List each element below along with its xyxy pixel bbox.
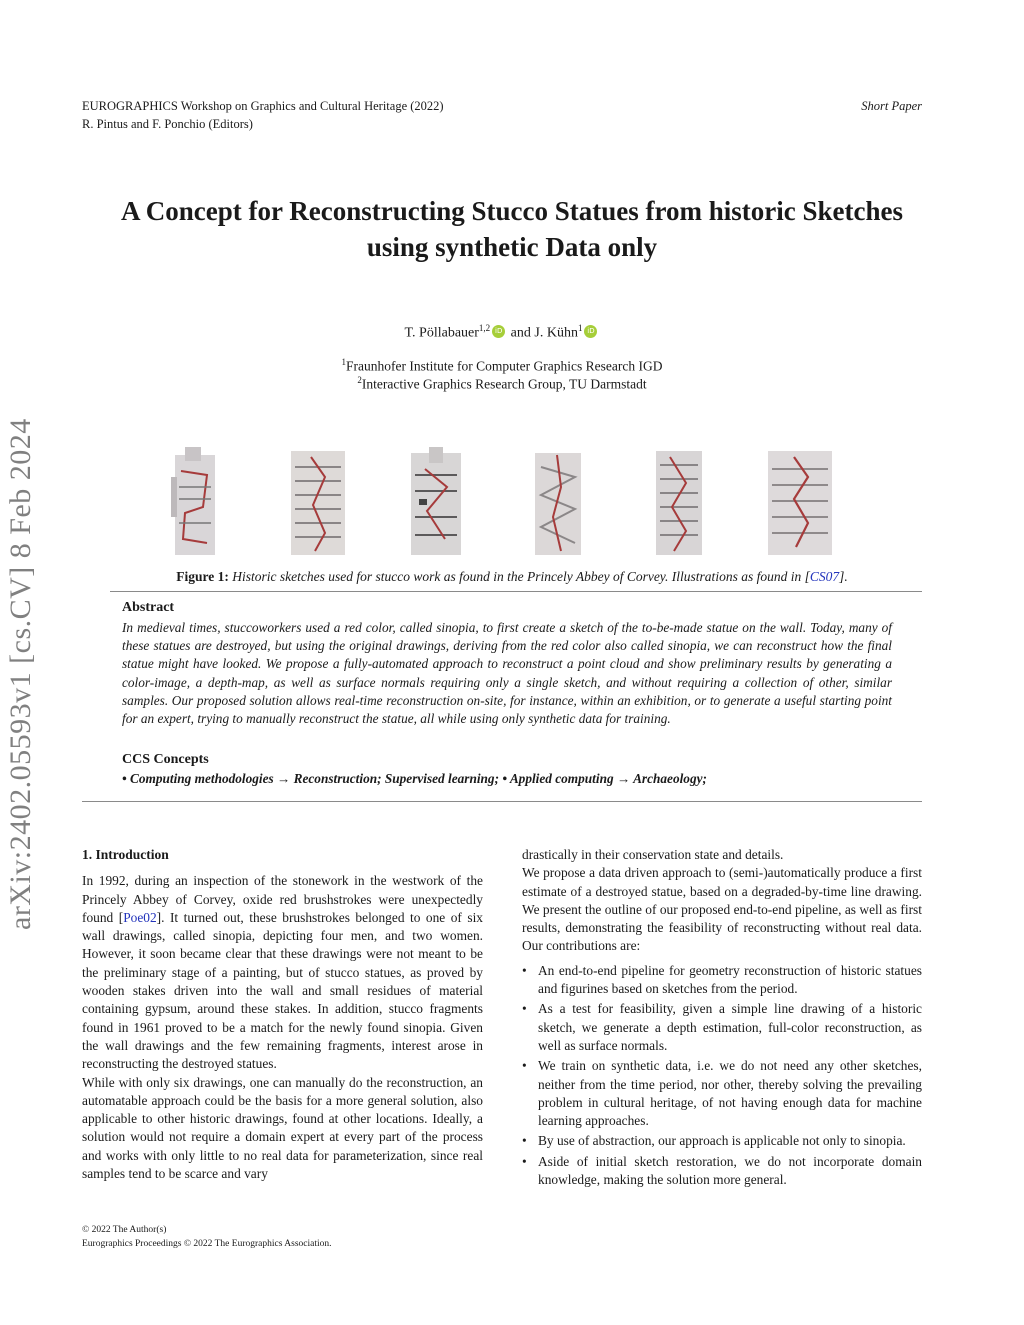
intro-paragraph-1-text-end: ]. It turned out, these brushstrokes belonged to one of six wall drawings, called sinopia, depicting four men, and two women. However, it soon became clear that these drawings were not meant to be the preliminary stage of a painting, but of stucco statues, as proved by wooden stakes driven into the wall and small residues of material containing gypsum, around these stakes. In addition, stucco fragments found in 1961 proved to be a match for the newly found sinopia. Given the wall drawings and the few remaining fragments, interest arose in reconstructing the destroyed statues. [82,909,483,1072]
right-column [522,846,922,1191]
list-item: • We train on synthetic data, i.e. we do not need any other sketches, neither from the time period, nor other, thereby solving the prevailing problem in cultural heritage, of not having enough data for machine learning approaches. [522,1057,922,1130]
list-item: • By use of abstraction, our approach is applicable not only to sinopia. [522,1132,922,1150]
figure-caption [82,568,942,586]
figure-label: Figure 1: [176,569,229,584]
title-line-2: using synthetic Data only [366,232,658,262]
author-2-affil: 1 [577,323,583,333]
list-item: • As a test for feasibility, given a simple line drawing of a historic sketch, we generate a depth estimation, full-color reconstruction, as well as surface normals. [522,1000,922,1055]
paper-title [60,193,964,265]
venue-line: EUROGRAPHICS Workshop on Graphics and Cultural Heritage (2022) [82,99,444,113]
sketch-image-3 [405,447,467,559]
list-item: • An end-to-end pipeline for geometry reconstruction of historic statues and figurines based on sketches from the period. [522,962,922,999]
citation-link[interactable]: Poe02 [123,909,157,925]
contributions-list [522,962,922,1190]
authors [0,318,1004,344]
abstract-heading: Abstract [122,600,175,615]
affiliation-2-number: 2 [357,375,362,385]
figure-citation-link[interactable]: CS07 [809,569,840,584]
title-line-1: A Concept for Reconstructing Stucco Statues from historic Sketches [121,196,903,226]
affiliation-1-number: 1 [341,357,347,367]
figure-caption-end: ]. [839,569,848,584]
abstract-top-rule [110,591,922,592]
affiliation-1-text: Fraunhofer Institute for Computer Graphics Research IGD [346,358,663,374]
orcid-icon[interactable]: iD [584,325,597,338]
intro-paragraph-2: While with only six drawings, one can manually do the reconstruction, an automatable approach could be the basis for a more general solution, also applicable to other historic drawings, found at other locations. Ideally, a solution would not require a domain expert at every part of the process and works with only little to no real data for parameterization, since real samples tend to be scarce and vary [82,1074,483,1182]
intro-paragraph-4: We propose a data driven approach to (semi-)automatically produce a first estimate of a destroyed statue, based on a degraded-by-time line drawing. We present the outline of our proposed end-to-end pipeline, as well as first results, demonstrating the feasibility of reconstructing without real data. Our contributions are: [522,865,922,954]
author-1-affil: 1,2 [478,323,491,333]
intro-paragraph-1 [82,872,483,1073]
sketch-image-5 [648,447,710,559]
intro-paragraph-1-text: In 1992, during an inspection of the stonework in the westwork of the Princely Abbey of Corvey, oxide red brushstrokes were unexpectedly found [ [82,873,483,925]
list-item: • Aside of initial sketch restoration, we do not incorporate domain knowledge, making the solution more general. [522,1153,922,1190]
sketch-image-2 [285,447,351,559]
arxiv-stamp: arXiv:2402.05593v1 [cs.CV] 8 Feb 2024 [4,418,37,930]
sketch-image-6 [764,447,836,559]
intro-paragraph-3: drastically in their conservation state and details. [522,847,784,862]
proceedings-line: Eurographics Proceedings © 2022 The Eurographics Association. [82,1239,332,1249]
affiliation-2 [0,371,1004,394]
editors-line: R. Pintus and F. Ponchio (Editors) [82,117,253,131]
abstract-text: In medieval times, stuccoworkers used a red color, called sinopia, to first create a sketch of the to-be-made statue on the wall. Today, many of these statues are destroyed, but using the original drawings, deriving from the red color also called sinopia, we can reconstruct how the final statue might have looked. We propose a fully-automated approach to reconstruct a point cloud and show preliminary results by generating a color-image, a depth-map, as well as surface normals requiring only a single sketch, and without requiring a collection of other, similar samples. Our proposed solution allows real-time reconstruction on-site, for instance, within an exhibition, or to generate a useful starting point for an expert, trying to manually reconstruct the statue, all while using only synthetic data for training. [122,620,892,727]
orcid-icon[interactable]: iD [492,325,505,338]
abstract-bottom-rule [82,801,922,802]
ccs-heading: CCS Concepts [122,752,209,767]
author-1: T. Pöllabauer [404,325,479,341]
sketch-image-1 [163,447,225,559]
sketch-image-4 [527,447,589,559]
figure-caption-text: Historic sketches used for stucco work as found in the Princely Abbey of Corvey. Illustrations as found in [ [232,569,810,584]
section-heading-introduction: 1. Introduction [82,847,169,862]
copyright-line: © 2022 The Author(s) [82,1225,167,1235]
affiliation-2-text: Interactive Graphics Research Group, TU Darmstadt [361,376,647,392]
left-column [82,846,483,1183]
author-2: and J. Kühn [510,325,578,341]
paper-type: Short Paper [861,99,922,113]
ccs-text: • Computing methodologies → Reconstruction; Supervised learning; • Applied computing → Archaeology; [122,771,707,786]
